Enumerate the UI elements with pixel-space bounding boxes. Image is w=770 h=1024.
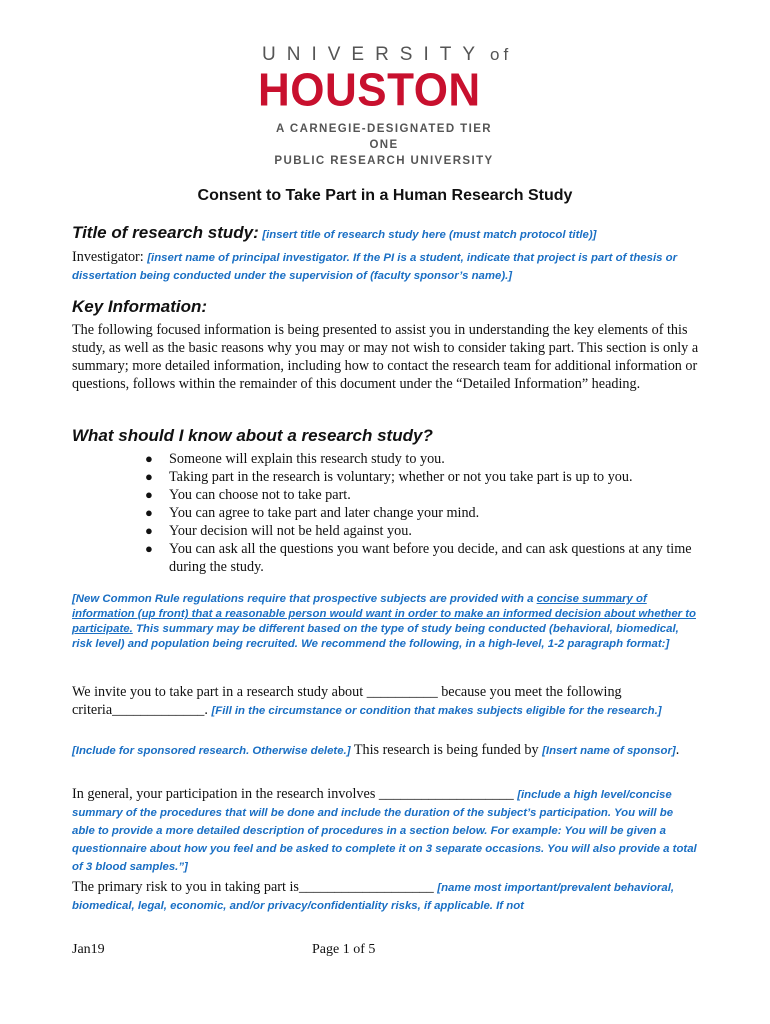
invite-paragraph xyxy=(72,683,700,719)
risk-text: The primary risk to you in taking part is___________________ xyxy=(72,879,434,895)
know-bullet-list xyxy=(145,450,705,576)
list-item: ● You can choose not to take part. xyxy=(145,487,351,503)
risk-paragraph xyxy=(72,878,697,914)
list-item: ● You can agree to take part and later change your mind. xyxy=(145,505,480,521)
participation-paragraph xyxy=(72,785,697,875)
invite-note: [Fill in the circumstance or condition that makes subjects eligible for the research.] xyxy=(211,705,662,717)
know-section-heading: What should I know about a research study? xyxy=(72,426,433,445)
bullet-icon: ● xyxy=(145,541,153,556)
investigator-label: Investigator: xyxy=(72,249,144,265)
study-title-placeholder: [insert title of research study here (must match protocol title)] xyxy=(262,229,597,241)
key-info-body: The following focused information is being presented to assist you in understanding the key elements of this study, as well as the basic reasons why you may or may not wish to consider taking part. This section is only a summary; more detailed information, including how to contact the research team for additional information or questions, follows within the remainder of this document under the “Detailed Information” heading. xyxy=(72,322,699,392)
list-item: ● Someone will explain this research study to you. xyxy=(145,451,445,467)
sponsor-placeholder: [Insert name of sponsor] xyxy=(542,745,676,757)
logo-tagline-line-2: PUBLIC RESEARCH UNIVERSITY xyxy=(274,155,494,167)
bullet-icon: ● xyxy=(145,469,153,484)
bullet-icon: ● xyxy=(145,487,153,502)
sponsor-text: This research is being funded by xyxy=(353,742,539,758)
logo-of-text: of xyxy=(490,45,513,64)
common-rule-note: [New Common Rule regulations require that prospective subjects are provided with a concise summary of information (up front) that a reasonable person would want in order to make an informed decision about whether to participate. This summary may be different based on the type of study being conducted (behavioral, biomedical, risk level) and population being recruited. We recommend the following, in a high-level, 1-2 paragraph format:] xyxy=(72,593,696,650)
sponsor-note: [Include for sponsored research. Otherwise delete.] xyxy=(72,745,351,757)
bullet-icon: ● xyxy=(145,505,153,520)
key-info-heading: Key Information: xyxy=(72,297,208,316)
footer-date: Jan19 xyxy=(72,942,105,957)
list-item: ● Taking part in the research is voluntary; whether or not you take part is up to you. xyxy=(145,469,633,485)
investigator-line xyxy=(72,248,700,284)
list-item: ● Your decision will not be held against you. xyxy=(145,523,412,539)
invite-text: We invite you to take part in a research study about __________ because you meet the following criteria_____________. xyxy=(72,684,622,718)
footer-page-number: Page 1 of 5 xyxy=(312,942,376,957)
bullet-icon: ● xyxy=(145,523,153,538)
logo-houston-text: HOUSTON xyxy=(258,64,481,117)
logo-tagline-line-1: A CARNEGIE-DESIGNATED TIER ONE xyxy=(276,123,492,151)
list-item: ● You can ask all the questions you want before you decide, and can ask questions at any time during the study. xyxy=(145,541,692,575)
common-rule-underlined: concise summary of information (up front) that a reasonable person would want in order to make an informed decision about whether to participate. xyxy=(72,593,696,635)
study-title-line xyxy=(72,224,700,243)
document-title: Consent to Take Part in a Human Research Study xyxy=(197,187,573,204)
investigator-placeholder: [insert name of principal investigator. If the PI is a student, indicate that project is part of thesis or dissertation being conducted under the supervision of (faculty sponsor’s name).] xyxy=(72,252,678,282)
logo-university-text: UNIVERSITY of xyxy=(262,44,513,65)
participation-note: [include a high level/concise summary of the procedures that will be done and include the duration of the subject’s participation. You will be able to provide a more detailed description of procedures in a section below. For example: You will be given a questionnaire about how you feel and be asked to complete it on 3 separate occasions. You will also provide a total of 3 blood samples.”] xyxy=(72,789,697,873)
participation-text: In general, your participation in the research involves ___________________ xyxy=(72,786,514,802)
logo-tagline xyxy=(264,121,504,169)
bullet-icon: ● xyxy=(145,451,153,466)
risk-note: [name most important/prevalent behavioral, biomedical, legal, economic, and/or privacy/confidentiality risks, if applicable. If not xyxy=(72,882,675,912)
sponsor-paragraph: [Include for sponsored research. Otherwise delete.] This research is being funded by [Insert name of sponsor]. xyxy=(72,742,680,758)
study-title-label: Title of research study: xyxy=(72,223,259,242)
